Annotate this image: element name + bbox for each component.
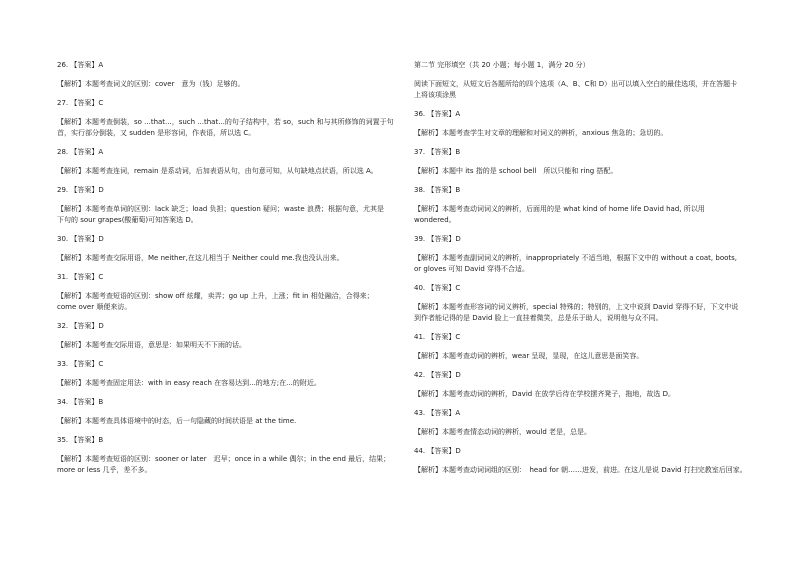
text-line: 35. 【答案】B: [57, 436, 104, 444]
text-line: 【解析】本题考查学生对文章的理解和对词义的辨析，anxious 焦急的；急切的。: [414, 129, 668, 137]
text-line: 【解析】本题考查动词的辨析，wear 呈现，显现，在这儿意思是面笑容。: [414, 352, 644, 360]
text-line: 【解析】本题考查动词词义的辨析，后面用的是 what kind of home life David had, 所以用: [414, 205, 705, 213]
text-block: [57, 79, 397, 90]
text-line: 【解析】本题考查交际用语，意思是：如果明天不下雨的话。: [57, 341, 246, 349]
text-line: more or less 几乎，差不多。: [57, 466, 152, 474]
text-block: [414, 351, 754, 362]
text-block: [57, 378, 397, 389]
text-block: [414, 465, 754, 476]
text-block: [57, 435, 397, 446]
text-line: 37. 【答案】B: [414, 148, 461, 156]
text-line: come over 顺便来访。: [57, 303, 132, 311]
text-block: [414, 185, 754, 196]
text-block: [414, 446, 754, 457]
text-line: 44. 【答案】D: [414, 447, 461, 455]
text-block: [414, 408, 754, 419]
right-column: [414, 60, 754, 484]
text-line: 41. 【答案】C: [414, 333, 461, 341]
text-block: [414, 234, 754, 245]
text-line: 26. 【答案】A: [57, 61, 104, 69]
text-block: [414, 109, 754, 120]
text-line: 【解析】本题中 its 指的是 school bell 所以只能和 ring 搭配。: [414, 167, 618, 175]
text-line: 33. 【答案】C: [57, 360, 104, 368]
text-block: [414, 389, 754, 400]
text-line: 【解析】本题考查短语的区别：show off 炫耀，卖弄；go up 上升，上涨；fit in 相处融洽，合得来；: [57, 292, 374, 300]
text-block: [57, 359, 397, 370]
text-block: [57, 166, 397, 177]
text-line: 34. 【答案】B: [57, 398, 104, 406]
text-line: 【解析】本题考查交际用语，Me neither,在这儿相当于 Neither could me.我也没认出来。: [57, 254, 344, 262]
text-line: 29. 【答案】D: [57, 186, 104, 194]
text-line: 第二节 完形填空（共 20 小题；每小题 1，满分 20 分）: [414, 61, 590, 69]
text-block: [57, 340, 397, 351]
text-block: [57, 117, 397, 139]
text-line: 42. 【答案】D: [414, 371, 461, 379]
text-line: 40. 【答案】C: [414, 284, 461, 292]
text-line: 【解析】本题考查具体语境中的时态，后一句隐藏的时间状语是 at the time.: [57, 417, 297, 425]
text-line: 31. 【答案】C: [57, 273, 104, 281]
text-line: 首，实行部分倒装，又 sudden 是形容词，作表语，所以选 C。: [57, 129, 256, 137]
text-block: [414, 204, 754, 226]
text-line: 【解析】本题考查单词的区别：lack 缺乏；load 负担；question 疑问；waste 浪费；根据句意，尤其是: [57, 205, 384, 213]
text-line: 39. 【答案】D: [414, 235, 461, 243]
text-block: [57, 253, 397, 264]
text-block: [57, 454, 397, 476]
text-block: [57, 98, 397, 109]
text-line: 38. 【答案】B: [414, 186, 461, 194]
text-line: 30. 【答案】D: [57, 235, 104, 243]
text-line: 43. 【答案】A: [414, 409, 461, 417]
left-column: [57, 60, 397, 484]
text-line: 【解析】本题考查词义的区别：cover 意为（钱）足够的。: [57, 80, 245, 88]
text-line: 【解析】本题考查情态动词的辨析，would 老是，总是。: [414, 428, 592, 436]
text-block: [57, 291, 397, 313]
text-line: 【解析】本题考查动词的辨析，David 在放学后待在学校摆齐凳子，拖地，故选 D。: [414, 390, 676, 398]
text-line: 36. 【答案】A: [414, 110, 461, 118]
text-block: [57, 147, 397, 158]
text-line: wondered。: [414, 216, 456, 224]
text-line: 阅读下面短文，从短文后各题所给的四个选项（A、B、C和 D）出可以填入空白的最佳选项，并在答题卡: [414, 80, 738, 88]
text-block: [414, 60, 754, 71]
text-block: [57, 204, 397, 226]
text-block: [57, 272, 397, 283]
text-line: 下句的 sour grapes(酸葡萄)可知答案选 D。: [57, 216, 198, 224]
text-block: [57, 185, 397, 196]
text-line: 【解析】本题考查动词词组的区别： head for 朝……进发，前进。在这儿是说 David 打扫完教室后回家。: [414, 466, 747, 474]
text-line: 上将该项涂黑: [414, 91, 456, 99]
text-block: [57, 234, 397, 245]
text-block: [57, 321, 397, 332]
text-line: 32. 【答案】D: [57, 322, 104, 330]
text-line: 【解析】本题考查短语的区别：sooner or later 迟早；once in a while 偶尔；in the end 最后，结果；: [57, 455, 391, 463]
text-line: 28. 【答案】A: [57, 148, 104, 156]
text-block: [57, 416, 397, 427]
text-block: [414, 370, 754, 381]
text-line: 【解析】本题考查形容词的词义辨析，special 特殊的；特别的，上文中说到 David 穿得不好，下文中说: [414, 303, 739, 311]
text-block: [57, 60, 397, 71]
text-block: [414, 253, 754, 275]
text-block: [414, 128, 754, 139]
text-line: 【解析】本题考查连词，remain 是系动词，后加表语从句，由句意可知，从句缺地点状语，所以选 A。: [57, 167, 378, 175]
text-line: 到作者能记得的是 David 脸上一直挂着微笑，总是乐于助人，说明他与众不同。: [414, 314, 663, 322]
text-line: 【解析】本题考查固定用法：with in easy reach 在容易达到...的地方;在...的附近。: [57, 379, 321, 387]
text-block: [414, 302, 754, 324]
text-line: or gloves 可知 David 穿得不合适。: [414, 265, 530, 273]
text-block: [414, 427, 754, 438]
text-block: [414, 166, 754, 177]
text-line: 【解析】本题考查倒装，so ...that...，such ...that...的句子结构中，若 so，such 和与其所修饰的词置于句: [57, 118, 394, 126]
text-block: [57, 397, 397, 408]
text-block: [414, 147, 754, 158]
text-block: [414, 332, 754, 343]
text-block: [414, 79, 754, 101]
text-line: 27. 【答案】C: [57, 99, 104, 107]
text-line: 【解析】本题考查副词词义的辨析，inappropriately 不适当地，根据下文中的 without a coat, boots,: [414, 254, 738, 262]
text-block: [414, 283, 754, 294]
